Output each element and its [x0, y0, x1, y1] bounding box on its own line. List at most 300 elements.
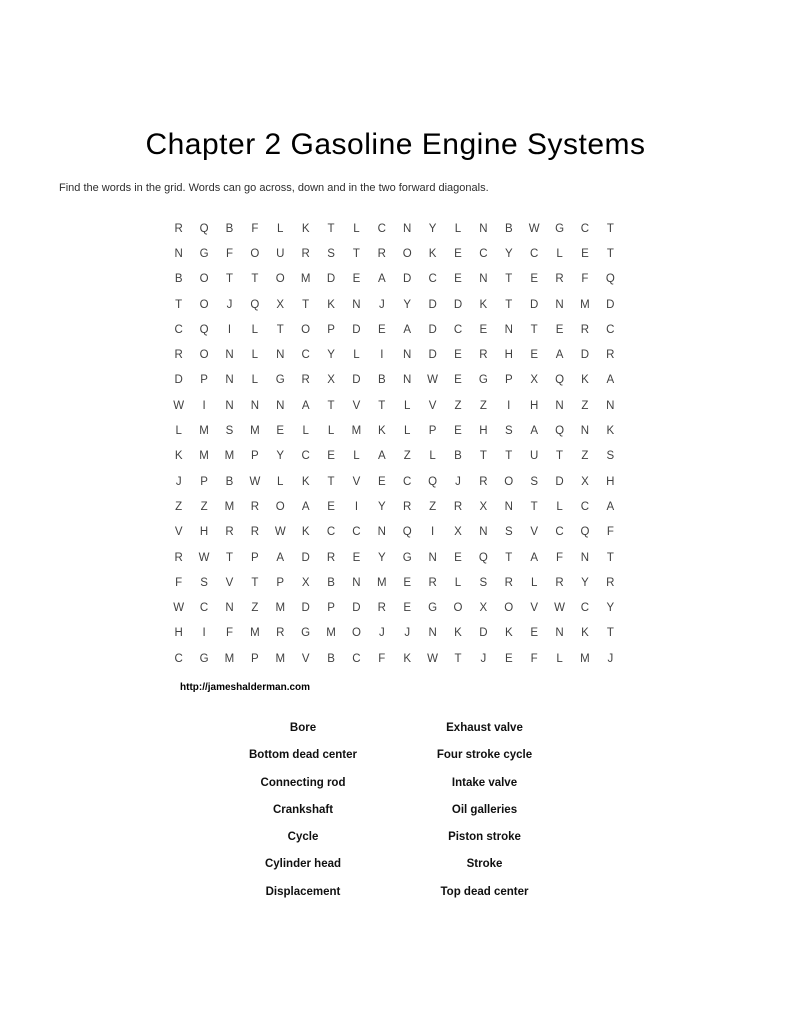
grid-cell: Q	[555, 374, 565, 387]
grid-cell: C	[530, 247, 539, 260]
grid-cell: X	[454, 526, 462, 539]
word-list-item: Four stroke cycle	[436, 749, 533, 762]
grid-cell: S	[200, 576, 208, 589]
grid-cell: P	[327, 602, 335, 615]
grid-cell: T	[530, 500, 538, 513]
grid-cell: T	[479, 450, 487, 463]
grid-cell: U	[530, 450, 539, 463]
grid-cell: S	[479, 576, 488, 589]
grid-cell: G	[402, 551, 412, 564]
grid-cell: K	[377, 425, 386, 438]
grid-cell: H	[199, 526, 209, 539]
grid-cell: T	[556, 450, 564, 463]
grid-cell: V	[174, 526, 183, 539]
grid-cell: Y	[581, 576, 589, 589]
grid-cell: S	[606, 450, 615, 463]
word-list-item: Cycle	[287, 831, 319, 844]
grid-cell: F	[530, 652, 538, 665]
grid-cell: R	[453, 500, 463, 513]
grid-cell: D	[301, 551, 310, 564]
grid-cell: G	[478, 374, 488, 387]
grid-cell: Z	[403, 450, 411, 463]
grid-cell: L	[404, 399, 411, 412]
grid-cell: A	[301, 399, 310, 412]
grid-cell: W	[198, 551, 210, 564]
grid-cell: N	[428, 551, 437, 564]
grid-cell: P	[200, 475, 208, 488]
grid-cell: L	[556, 247, 563, 260]
grid-cell: T	[302, 298, 310, 311]
grid-cell: F	[225, 247, 233, 260]
grid-cell: W	[528, 222, 540, 235]
grid-cell: Q	[605, 273, 615, 286]
grid-cell: Z	[581, 399, 589, 412]
grid-cell: B	[504, 222, 513, 235]
grid-cell: E	[530, 627, 538, 640]
grid-cell: E	[479, 323, 488, 336]
grid-cell: P	[504, 374, 513, 387]
grid-cell: O	[199, 298, 209, 311]
grid-cell: Q	[199, 323, 209, 336]
grid-cell: J	[175, 475, 182, 488]
grid-cell: W	[427, 374, 439, 387]
grid-cell: T	[505, 273, 513, 286]
grid-cell: N	[403, 374, 412, 387]
grid-cell: C	[352, 652, 361, 665]
grid-cell: C	[352, 526, 361, 539]
grid-cell: D	[606, 298, 615, 311]
grid-cell: P	[200, 374, 208, 387]
grid-cell: P	[276, 576, 285, 589]
grid-cell: T	[327, 222, 335, 235]
grid-cell: P	[327, 323, 335, 336]
grid-cell: B	[225, 475, 234, 488]
grid-cell: D	[352, 602, 361, 615]
grid-cell: R	[377, 602, 386, 615]
grid-cell: Z	[581, 450, 589, 463]
grid-cell: G	[199, 247, 209, 260]
word-list-item: Piston stroke	[448, 831, 521, 844]
word-list-item: Displacement	[265, 885, 341, 898]
grid-cell: M	[224, 450, 235, 463]
grid-cell: O	[402, 247, 412, 260]
grid-cell: D	[428, 298, 437, 311]
grid-cell: T	[225, 551, 233, 564]
grid-cell: E	[327, 450, 335, 463]
grid-cell: S	[504, 425, 513, 438]
grid-cell: C	[326, 526, 336, 539]
grid-cell: E	[454, 247, 462, 260]
grid-cell: M	[224, 500, 235, 513]
grid-cell: P	[251, 551, 259, 564]
grid-cell: K	[479, 298, 488, 311]
grid-cell: R	[301, 374, 310, 387]
grid-cell: K	[606, 425, 615, 438]
grid-cell: N	[403, 349, 412, 362]
grid-cell: N	[276, 349, 285, 362]
grid-cell: L	[251, 323, 259, 336]
grid-cell: M	[275, 602, 286, 615]
grid-cell: O	[504, 602, 514, 615]
grid-cell: I	[507, 399, 511, 412]
grid-cell: Q	[478, 551, 488, 564]
grid-cell: M	[580, 298, 590, 311]
grid-cell: D	[479, 627, 488, 640]
grid-cell: O	[453, 602, 463, 615]
grid-cell: E	[581, 247, 589, 260]
grid-cell: W	[173, 602, 185, 615]
grid-cell: M	[250, 425, 260, 438]
grid-cell: T	[327, 399, 335, 412]
grid-cell: O	[351, 627, 361, 640]
grid-cell: K	[301, 475, 310, 488]
grid-cell: R	[377, 247, 386, 260]
grid-cell: N	[504, 323, 513, 336]
grid-cell: G	[555, 222, 565, 235]
grid-cell: E	[454, 425, 462, 438]
word-list-item: Bottom dead center	[249, 749, 357, 762]
grid-cell: O	[199, 273, 209, 286]
grid-cell: P	[428, 425, 437, 438]
grid-cell: C	[606, 323, 615, 336]
grid-cell: N	[276, 399, 285, 412]
grid-cell: N	[555, 627, 564, 640]
grid-cell: Q	[250, 298, 260, 311]
grid-cell: R	[479, 475, 488, 488]
grid-cell: R	[403, 500, 412, 513]
grid-cell: R	[555, 273, 564, 286]
grid-cell: D	[174, 374, 183, 387]
grid-cell: E	[276, 425, 285, 438]
grid-cell: T	[251, 273, 259, 286]
grid-cell: M	[250, 627, 260, 640]
grid-cell: Z	[479, 399, 487, 412]
grid-cell: B	[327, 576, 335, 589]
grid-cell: M	[377, 576, 387, 589]
grid-cell: R	[276, 627, 285, 640]
grid-cell: D	[428, 323, 437, 336]
grid-cell: C	[580, 222, 590, 235]
grid-cell: V	[352, 475, 361, 488]
grid-cell: Q	[555, 425, 565, 438]
grid-cell: H	[530, 399, 539, 412]
grid-cell: C	[453, 323, 463, 336]
grid-cell: L	[353, 222, 360, 235]
grid-cell: T	[378, 399, 386, 412]
word-list-item: Top dead center	[440, 885, 529, 898]
grid-cell: E	[377, 475, 386, 488]
grid-cell: H	[174, 627, 183, 640]
grid-cell: C	[199, 602, 209, 615]
grid-cell: T	[505, 298, 513, 311]
grid-cell: V	[301, 652, 310, 665]
grid-cell: F	[175, 576, 183, 589]
grid-cell: R	[479, 349, 488, 362]
grid-cell: R	[301, 247, 310, 260]
grid-cell: E	[352, 551, 361, 564]
grid-cell: G	[301, 627, 311, 640]
grid-cell: X	[479, 500, 488, 513]
grid-cell: Q	[580, 526, 590, 539]
grid-cell: N	[352, 576, 361, 589]
grid-cell: V	[352, 399, 361, 412]
word-list-item: Bore	[289, 722, 317, 734]
grid-cell: C	[377, 222, 386, 235]
grid-cell: R	[555, 576, 564, 589]
grid-cell: X	[530, 374, 538, 387]
grid-cell: E	[403, 576, 412, 589]
grid-cell: Z	[429, 500, 437, 513]
grid-cell: L	[175, 425, 182, 438]
word-list-item: Cylinder head	[264, 858, 342, 871]
grid-cell: K	[428, 247, 437, 260]
grid-cell: F	[556, 551, 564, 564]
grid-cell: A	[606, 374, 615, 387]
grid-cell: S	[225, 425, 234, 438]
word-list	[0, 715, 791, 915]
grid-cell: N	[352, 298, 361, 311]
grid-cell: B	[327, 652, 335, 665]
grid-cell: T	[505, 551, 513, 564]
grid-cell: Z	[454, 399, 462, 412]
grid-cell: C	[428, 273, 437, 286]
grid-cell: D	[580, 349, 590, 362]
grid-cell: T	[327, 475, 335, 488]
grid-cell: C	[479, 247, 488, 260]
grid-cell: A	[403, 323, 412, 336]
grid-cell: I	[227, 323, 232, 336]
grid-cell: T	[606, 627, 614, 640]
grid-cell: E	[352, 273, 361, 286]
grid-cell: D	[453, 298, 463, 311]
grid-cell: M	[224, 652, 235, 665]
grid-cell: J	[480, 652, 487, 665]
grid-cell: L	[277, 475, 284, 488]
grid-cell: X	[479, 602, 488, 615]
grid-cell: F	[378, 652, 386, 665]
grid-cell: M	[326, 627, 336, 640]
grid-cell: R	[606, 576, 615, 589]
grid-cell: S	[504, 526, 513, 539]
grid-cell: W	[249, 475, 261, 488]
grid-cell: X	[276, 298, 285, 311]
grid-cell: O	[250, 247, 260, 260]
grid-cell: T	[606, 222, 614, 235]
grid-cell: Z	[175, 500, 183, 513]
grid-cell: M	[351, 425, 362, 438]
grid-cell: Q	[199, 222, 209, 235]
grid-cell: A	[377, 450, 386, 463]
grid-cell: U	[276, 247, 285, 260]
grid-cell: L	[454, 222, 462, 235]
word-list-item: Crankshaft	[272, 803, 334, 816]
grid-cell: T	[352, 247, 360, 260]
grid-cell: V	[225, 576, 234, 589]
grid-cell: X	[581, 475, 589, 488]
grid-cell: A	[606, 500, 615, 513]
grid-cell: D	[352, 323, 361, 336]
grid-cell: L	[454, 576, 462, 589]
grid-cell: E	[454, 374, 462, 387]
grid-cell: R	[174, 349, 183, 362]
grid-cell: C	[174, 652, 183, 665]
grid-cell: X	[327, 374, 335, 387]
grid-cell: N	[225, 399, 234, 412]
grid-cell: Z	[251, 602, 259, 615]
word-list-item: Intake valve	[451, 776, 518, 789]
grid-cell: W	[554, 602, 565, 615]
grid-cell: N	[403, 222, 412, 235]
grid-cell: A	[530, 551, 538, 564]
grid-cell: R	[225, 526, 234, 539]
grid-cell: K	[504, 627, 513, 640]
grid-cell: D	[352, 374, 361, 387]
grid-cell: E	[403, 602, 412, 615]
grid-cell: B	[454, 450, 462, 463]
grid-cell: N	[479, 526, 488, 539]
grid-cell: N	[580, 425, 590, 438]
grid-cell: S	[327, 247, 335, 260]
grid-cell: N	[250, 399, 260, 412]
grid-cell: W	[173, 399, 185, 412]
grid-cell: T	[505, 450, 513, 463]
grid-cell: I	[431, 526, 435, 539]
grid-cell: L	[302, 425, 309, 438]
grid-cell: M	[199, 425, 209, 438]
grid-cell: R	[174, 551, 183, 564]
grid-cell: L	[556, 500, 563, 513]
grid-cell: J	[226, 298, 233, 311]
grid-cell: T	[454, 652, 462, 665]
grid-cell: Z	[200, 500, 208, 513]
grid-cell: M	[580, 652, 590, 665]
grid-cell: F	[225, 627, 233, 640]
grid-cell: A	[301, 500, 310, 513]
grid-cell: W	[427, 652, 439, 665]
grid-cell: E	[530, 349, 538, 362]
grid-cell: L	[530, 576, 538, 589]
grid-cell: K	[403, 652, 412, 665]
grid-cell: N	[225, 374, 234, 387]
grid-cell: R	[606, 349, 615, 362]
grid-cell: V	[428, 399, 437, 412]
grid-cell: O	[275, 273, 285, 286]
grid-cell: D	[403, 273, 412, 286]
grid-cell: P	[251, 652, 259, 665]
grid-cell: J	[607, 652, 614, 665]
grid-cell: T	[606, 551, 614, 564]
grid-cell: N	[479, 273, 488, 286]
grid-cell: H	[606, 475, 615, 488]
grid-cell: K	[454, 627, 462, 640]
grid-cell: X	[301, 576, 310, 589]
grid-cell: E	[530, 273, 538, 286]
grid-cell: T	[606, 247, 614, 260]
grid-cell: D	[530, 298, 539, 311]
grid-cell: K	[301, 526, 310, 539]
grid-cell: I	[202, 627, 206, 640]
grid-cell: N	[555, 298, 564, 311]
grid-cell: O	[199, 349, 209, 362]
grid-cell: D	[555, 475, 564, 488]
grid-cell: C	[580, 602, 590, 615]
grid-cell: P	[251, 450, 259, 463]
grid-cell: S	[530, 475, 538, 488]
grid-cell: R	[250, 500, 260, 513]
grid-cell: F	[606, 526, 614, 539]
word-list-left-column	[201, 715, 405, 906]
grid-cell: I	[380, 349, 384, 362]
grid-cell: M	[300, 273, 311, 286]
grid-cell: T	[251, 576, 259, 589]
grid-cell: T	[276, 323, 284, 336]
grid-cell: O	[275, 500, 285, 513]
grid-cell: E	[377, 323, 386, 336]
grid-cell: R	[250, 526, 260, 539]
grid-cell: E	[504, 652, 513, 665]
grid-cell: F	[581, 273, 589, 286]
grid-cell: B	[225, 222, 234, 235]
grid-cell: M	[199, 450, 209, 463]
instructions-text: Find the words in the grid. Words can go across, down and in the two forward diagonals.	[59, 182, 489, 194]
grid-cell: B	[174, 273, 183, 286]
grid-cell: N	[377, 526, 386, 539]
grid-cell: N	[555, 399, 564, 412]
grid-cell: T	[225, 273, 233, 286]
grid-cell: O	[504, 475, 514, 488]
grid-cell: N	[225, 349, 234, 362]
grid-cell: C	[580, 500, 590, 513]
grid-cell: Y	[276, 450, 285, 463]
grid-cell: N	[174, 247, 183, 260]
grid-cell: Y	[377, 551, 386, 564]
grid-cell: Y	[428, 222, 437, 235]
grid-cell: R	[580, 323, 590, 336]
grid-cell: Q	[428, 475, 438, 488]
grid-cell: Y	[377, 500, 386, 513]
grid-cell: Y	[403, 298, 412, 311]
grid-cell: V	[530, 602, 538, 615]
grid-cell: C	[174, 323, 183, 336]
grid-cell: L	[251, 349, 259, 362]
grid-cell: T	[530, 323, 538, 336]
grid-cell: G	[199, 652, 209, 665]
grid-cell: J	[404, 627, 411, 640]
grid-cell: L	[251, 374, 259, 387]
grid-cell: L	[353, 450, 360, 463]
grid-cell: N	[479, 222, 488, 235]
grid-cell: E	[454, 349, 462, 362]
grid-cell: V	[530, 526, 538, 539]
grid-cell: J	[378, 627, 385, 640]
grid-cell: A	[530, 425, 538, 438]
word-search-grid	[166, 216, 623, 671]
grid-cell: H	[479, 425, 488, 438]
grid-cell: J	[455, 475, 461, 488]
grid-cell: T	[175, 298, 183, 311]
grid-cell: N	[428, 627, 437, 640]
grid-cell: C	[301, 450, 310, 463]
page-title: Chapter 2 Gasoline Engine Systems	[145, 128, 646, 162]
word-list-right-column	[394, 715, 575, 906]
grid-cell: K	[327, 298, 335, 311]
grid-cell: K	[581, 627, 589, 640]
grid-cell: K	[301, 222, 310, 235]
word-list-item: Connecting rod	[260, 776, 346, 789]
grid-cell: R	[504, 576, 513, 589]
grid-cell: C	[403, 475, 412, 488]
grid-cell: C	[301, 349, 310, 362]
